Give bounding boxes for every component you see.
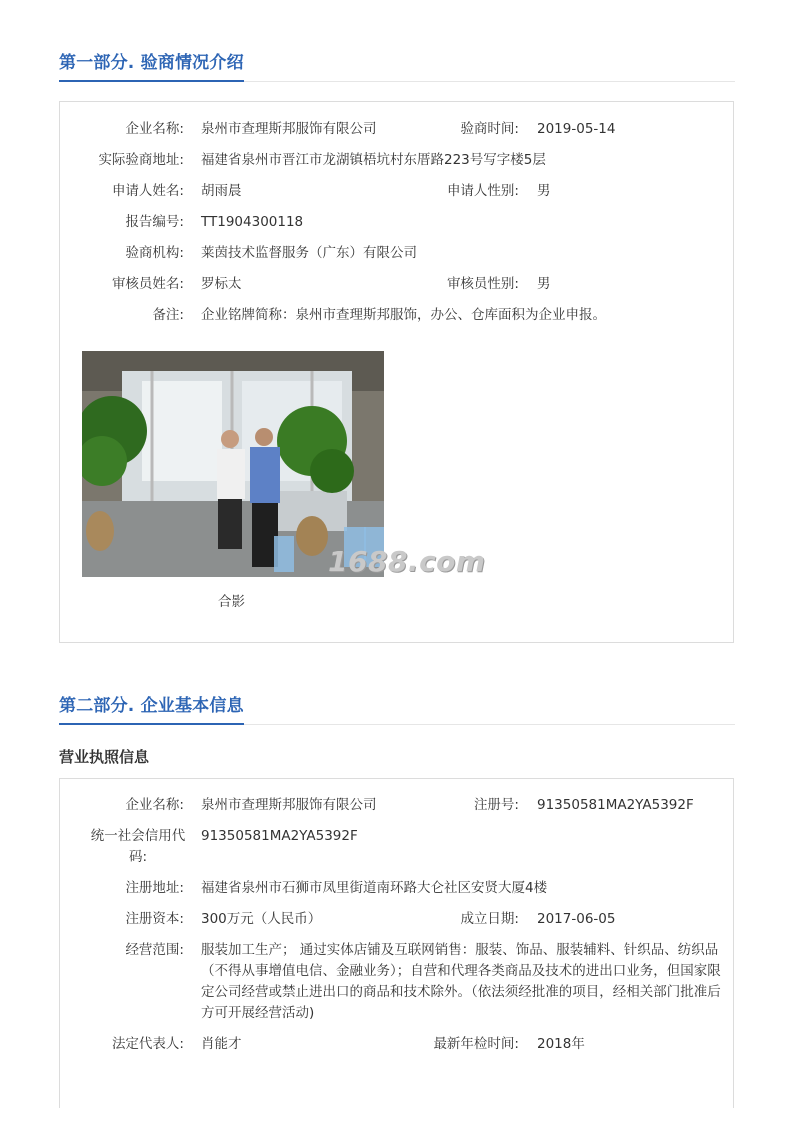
registered-capital-label: 注册资本:	[125, 911, 184, 927]
note-label: 备注:	[152, 307, 184, 323]
annual-inspection-label: 最新年检时间:	[433, 1036, 519, 1052]
auditor-gender-value: 男	[537, 276, 551, 292]
company-name-label: 企业名称:	[125, 121, 184, 137]
auditor-gender-label: 审核员性别:	[446, 276, 519, 292]
report-number-value: TT1904300118	[201, 214, 304, 230]
watermark-logo: 1688.com	[328, 545, 486, 578]
business-scope-value: 服装加工生产； 通过实体店铺及互联网销售：服装、饰品、服装辅料、针织品、纺织品（不得从事增值电信、金融业务）；自营和代理各类商品及技术的进出口业务，但国家限定公司经营或禁止进出口的商品和技术除外。（依法须经批准的项目，经相关部门批准后方可开展经营活动)	[201, 942, 721, 1021]
group-photo[interactable]	[82, 351, 384, 577]
inspection-time-label: 验商时间:	[460, 121, 519, 137]
annual-inspection-value: 2018年	[537, 1036, 585, 1052]
business-scope-label: 经营范围:	[125, 942, 184, 958]
section-1-title: 第一部分. 验商情况介绍	[59, 48, 244, 82]
registration-number-label: 注册号:	[473, 797, 519, 813]
photo-caption: 合影	[218, 594, 245, 610]
inspection-time-value: 2019-05-14	[537, 121, 616, 137]
founded-date-label: 成立日期:	[460, 911, 519, 927]
registered-address-label: 注册地址:	[125, 880, 184, 896]
section-2-header	[59, 691, 735, 725]
inspection-address-label: 实际验商地址:	[98, 152, 184, 168]
company-name-value: 泉州市查理斯邦服饰有限公司	[201, 121, 377, 137]
auditor-name-value: 罗标太	[201, 276, 242, 292]
legal-representative-label: 法定代表人:	[111, 1036, 184, 1052]
founded-date-value: 2017-06-05	[537, 911, 616, 927]
applicant-name-label: 申请人姓名:	[111, 183, 184, 199]
inspection-org-label: 验商机构:	[125, 245, 184, 261]
inspection-address-value: 福建省泉州市晋江市龙湖镇梧坑村东厝路223号写字楼5层	[201, 152, 546, 168]
company-name-label: 企业名称:	[125, 797, 184, 813]
credit-code-value: 91350581MA2YA5392F	[201, 828, 358, 844]
auditor-name-label: 审核员姓名:	[111, 276, 184, 292]
applicant-name-value: 胡雨晨	[201, 183, 242, 199]
business-license-panel	[59, 778, 734, 1108]
company-name-value: 泉州市查理斯邦服饰有限公司	[201, 797, 377, 813]
applicant-gender-value: 男	[537, 183, 551, 199]
report-number-label: 报告编号:	[125, 214, 184, 230]
group-photo-image	[82, 351, 384, 577]
credit-code-label: 统一社会信用代码:	[90, 828, 186, 865]
business-license-subtitle: 营业执照信息	[59, 748, 150, 766]
section-2-title: 第二部分. 企业基本信息	[59, 691, 244, 725]
inspection-org-value: 莱茵技术监督服务（广东）有限公司	[201, 245, 417, 261]
registered-capital-value: 300万元（人民币）	[201, 911, 322, 927]
registration-number-value: 91350581MA2YA5392F	[537, 797, 694, 813]
legal-representative-value: 肖能才	[201, 1036, 242, 1052]
note-value: 企业铭牌简称：泉州市查理斯邦服饰，办公、仓库面积为企业申报。	[201, 307, 606, 323]
applicant-gender-label: 申请人性别:	[446, 183, 519, 199]
section-1-header	[59, 48, 735, 82]
registered-address-value: 福建省泉州市石狮市凤里街道南环路大仑社区安贤大厦4楼	[201, 880, 548, 896]
